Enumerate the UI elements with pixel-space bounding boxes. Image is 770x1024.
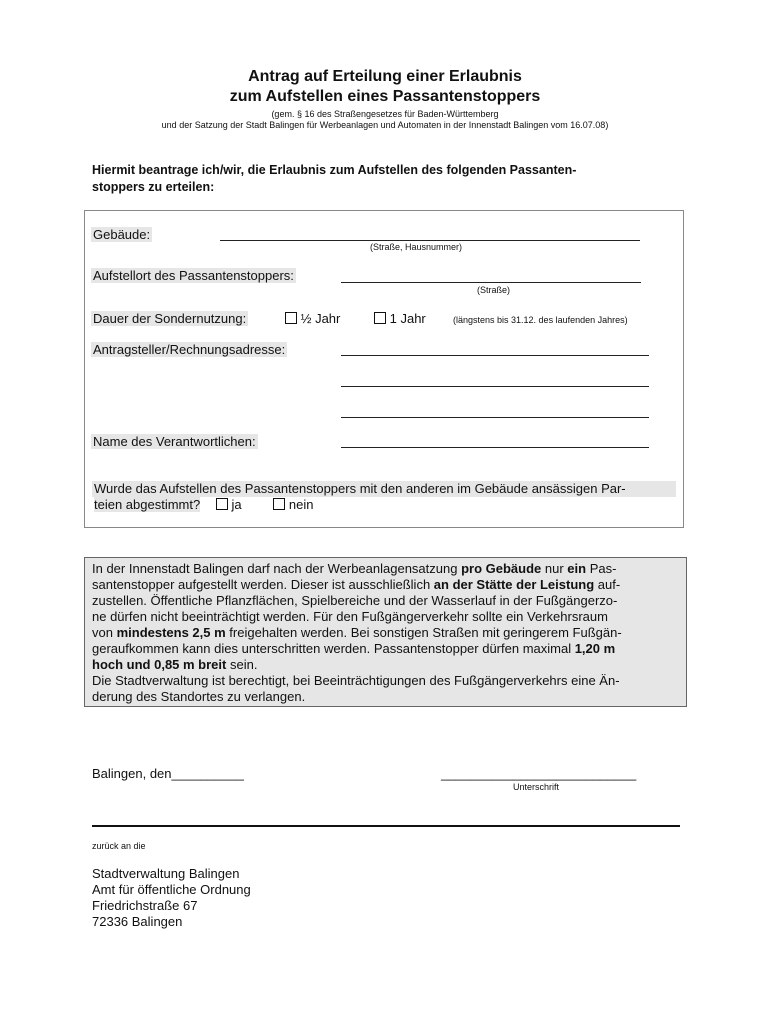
question-line2: teien abgestimmt? bbox=[94, 497, 201, 512]
antragsteller-field-line1[interactable] bbox=[341, 355, 649, 356]
checkbox-ja[interactable] bbox=[216, 498, 228, 510]
info-emphasis: mindestens 2,5 m bbox=[116, 625, 226, 640]
signature-field[interactable]: ___________________________ bbox=[441, 766, 637, 781]
option-nein-label: nein bbox=[288, 497, 314, 512]
return-address bbox=[92, 866, 251, 930]
gebaeude-label: Gebäude: bbox=[93, 227, 151, 242]
coordination-question bbox=[92, 481, 676, 513]
separator-line bbox=[92, 825, 680, 827]
signature-label: Unterschrift bbox=[513, 782, 560, 792]
law-reference-line1: (gem. § 16 des Straßengesetzes für Baden-Württemberg bbox=[271, 109, 499, 119]
page-title: Antrag auf Erteilung einer Erlaubnis bbox=[248, 68, 522, 85]
info-box bbox=[84, 557, 687, 707]
antragsteller-field-line2[interactable] bbox=[341, 386, 649, 387]
option-ja-label: ja bbox=[231, 497, 242, 512]
aufstellort-field[interactable] bbox=[341, 282, 641, 283]
option-half-year[interactable] bbox=[285, 311, 340, 326]
option-half-year-label: ½ Jahr bbox=[300, 311, 341, 326]
option-one-year[interactable] bbox=[374, 311, 426, 326]
page-subtitle: zum Aufstellen eines Passantenstoppers bbox=[229, 88, 541, 105]
dauer-hint: (längstens bis 31.12. des laufenden Jahres) bbox=[453, 315, 628, 325]
checkbox-one-year[interactable] bbox=[374, 312, 386, 324]
info-text: auf- bbox=[594, 577, 621, 592]
info-emphasis: 1,20 m bbox=[574, 641, 616, 656]
address-line1: Stadtverwaltung Balingen bbox=[92, 866, 240, 881]
verantwortlicher-field[interactable] bbox=[341, 447, 649, 448]
info-text: In der Innenstadt Balingen darf nach der Werbeanlagensatzung bbox=[92, 561, 462, 576]
info-text: santenstopper aufgestellt werden. Dieser ist ausschließlich bbox=[92, 577, 434, 592]
antragsteller-label: Antragsteller/Rechnungsadresse: bbox=[93, 342, 286, 357]
info-text: zustellen. Öffentliche Pflanzflächen, Spielbereiche und der Wasserlauf in der Fußgängerzo- bbox=[92, 593, 618, 608]
dauer-label: Dauer der Sondernutzung: bbox=[93, 311, 247, 326]
request-intro-line1: Hiermit beantrage ich/wir, die Erlaubnis zum Aufstellen des folgenden Passanten- bbox=[92, 163, 577, 177]
antragsteller-field-line3[interactable] bbox=[341, 417, 649, 418]
info-text: Pas- bbox=[586, 561, 617, 576]
address-line3: Friedrichstraße 67 bbox=[92, 898, 198, 913]
address-line4: 72336 Balingen bbox=[92, 914, 183, 929]
info-text: geraufkommen kann dies unterschritten werden. Passantenstopper dürfen maximal bbox=[92, 641, 575, 656]
address-line2: Amt für öffentliche Ordnung bbox=[92, 882, 251, 897]
info-text: ne dürfen nicht beeinträchtigt werden. Für den Fußgängerverkehr sollte ein Verkehrsraum bbox=[92, 609, 608, 624]
info-text: Die Stadtverwaltung ist berechtigt, bei Beeinträchtigungen des Fußgängerverkehrs eine Än- bbox=[92, 673, 620, 688]
info-text: derung des Standortes zu verlangen. bbox=[92, 689, 306, 704]
info-emphasis: an der Stätte der Leistung bbox=[433, 577, 595, 592]
checkbox-nein[interactable] bbox=[273, 498, 285, 510]
law-reference-line2: und der Satzung der Stadt Balingen für Werbeanlagen und Automaten in der Innenstadt Balingen vom 16.07.08) bbox=[161, 120, 609, 130]
info-emphasis: hoch und 0,85 m breit bbox=[92, 657, 227, 672]
request-intro bbox=[92, 162, 672, 196]
info-emphasis: pro Gebäude bbox=[461, 561, 542, 576]
aufstellort-label: Aufstellort des Passantenstoppers: bbox=[93, 268, 294, 283]
checkbox-half-year[interactable] bbox=[285, 312, 297, 324]
info-text bbox=[92, 561, 680, 705]
gebaeude-field[interactable] bbox=[220, 240, 640, 241]
info-emphasis: ein bbox=[567, 561, 587, 576]
info-text: nur bbox=[541, 561, 568, 576]
aufstellort-hint: (Straße) bbox=[477, 285, 511, 295]
return-label: zurück an die bbox=[92, 841, 146, 851]
option-one-year-label: 1 Jahr bbox=[389, 311, 426, 326]
question-line1: Wurde das Aufstellen des Passantenstoppers mit den anderen im Gebäude ansässigen Par- bbox=[92, 481, 676, 497]
info-text: sein. bbox=[226, 657, 258, 672]
info-text: freigehalten werden. Bei sonstigen Straßen mit geringerem Fußgän- bbox=[225, 625, 622, 640]
verantwortlicher-label: Name des Verantwortlichen: bbox=[93, 434, 256, 449]
gebaeude-hint: (Straße, Hausnummer) bbox=[370, 242, 463, 252]
info-text: von bbox=[92, 625, 117, 640]
place-date-field[interactable]: Balingen, den__________ bbox=[92, 766, 244, 781]
request-intro-line2: stoppers zu erteilen: bbox=[92, 180, 215, 194]
